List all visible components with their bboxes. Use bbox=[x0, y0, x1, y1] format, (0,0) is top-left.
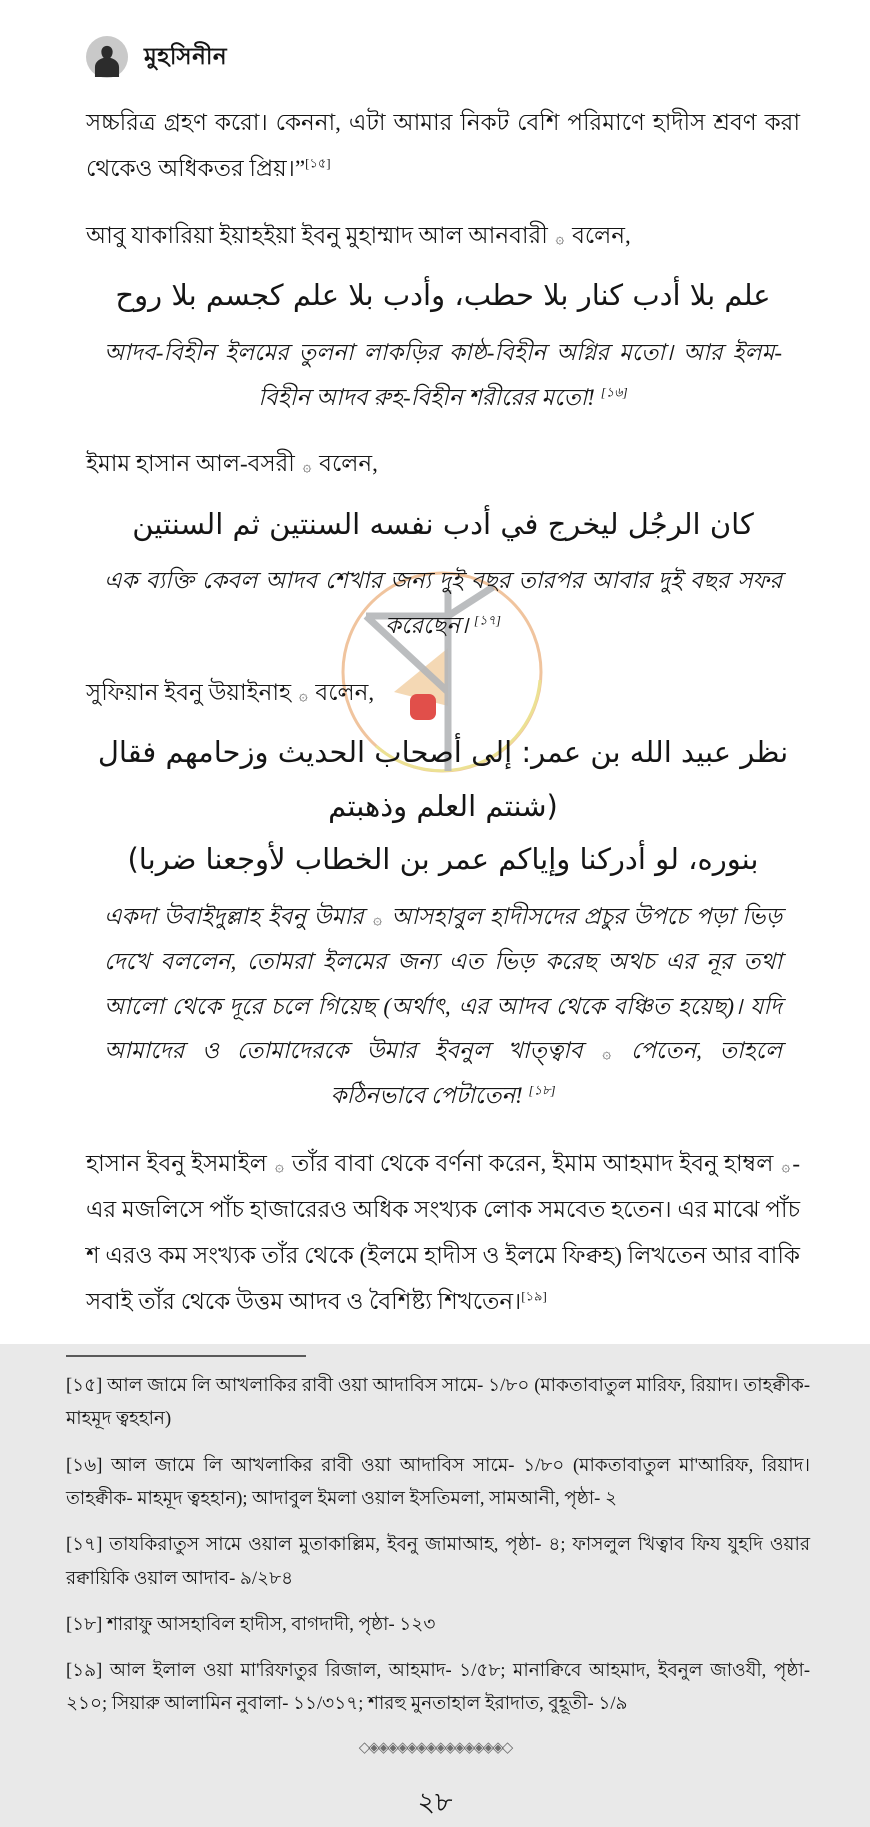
footnote-19: [১৯] আল ইলাল ওয়া মা'রিফাতুর রিজাল, আহমাদ- ১/৫৮; মানাক্বিবে আহমাদ, ইবনুল জাওযী, পৃষ্ঠা- ২১০; সিয়ারু আলামিন নুবালা- ১১/৩১৭; শারহু মুনতাহাল ইরাদাত, বুহূতী- ১/৯ bbox=[66, 1661, 810, 1715]
footnote-divider bbox=[66, 1355, 306, 1357]
footnote-ref-15: [১৫] bbox=[305, 155, 331, 171]
translation-text: আসহাবুল হাদীসদের প্রচুর উপচে পড়া ভিড় দেখে বললেন, তোমরা ইলমের জন্য এত ভিড় করেছ অথচ এর নূর তথা আলো থেকে দূরে চলে গিয়েছ (অর্থাৎ, এর আদব থেকে বঞ্চিত হয়েছ)। যদি আমাদের ও তোমাদেরকে উমার ইবনুল খাত্ত্বাব bbox=[104, 903, 783, 1064]
paragraph-ahmad-majlis bbox=[86, 1141, 800, 1325]
translation-quote-2 bbox=[104, 559, 782, 649]
radiallahu-anhu-icon: ۞ bbox=[373, 909, 382, 928]
paragraph-text: হাসান ইবনু ইসমাইল bbox=[86, 1151, 267, 1177]
page-number: ২৮ bbox=[417, 1786, 453, 1817]
radiallahu-anhu-icon: ۞ bbox=[602, 1044, 612, 1063]
app-header bbox=[0, 0, 870, 78]
person-icon bbox=[90, 43, 124, 77]
attribution-text: বলেন, bbox=[319, 451, 378, 477]
arabic-line: بنوره، لو أدركنا وإياكم عمر بن الخطاب لأوجعنا ضربا) bbox=[127, 842, 759, 877]
page-title: মুহসিনীন bbox=[144, 43, 228, 69]
attribution-anbari bbox=[86, 216, 800, 255]
footnote-ref-16: [১৬] bbox=[600, 383, 628, 399]
footnote-15: [১৫] আল জামে লি আখলাকির রাবী ওয়া আদাবিস সামে- ১/৮০ (মাকতাবাতুল মারিফ, রিয়াদ। তাহক্বীক- মাহমূদ ত্বহহান) bbox=[66, 1376, 810, 1430]
translation-text: পেতেন, তাহলে কঠিনভাবে পেটাতেন! bbox=[330, 1038, 783, 1109]
attribution-uyaynah bbox=[86, 673, 800, 712]
attribution-basri bbox=[86, 444, 800, 483]
translation-text: আদব-বিহীন ইলমের তুলনা লাকড়ির কাষ্ঠ-বিহীন অগ্নির মতো। আর ইলম-বিহীন আদব রুহ-বিহীন শরীরের মতো! bbox=[104, 339, 782, 410]
footnotes-section bbox=[0, 1370, 870, 1722]
paragraph-text: তাঁর বাবা থেকে বর্ণনা করেন, ইমাম আহমাদ ইবনু হাম্বল bbox=[291, 1151, 774, 1177]
attribution-text: ইমাম হাসান আল-বসরী bbox=[86, 451, 295, 477]
diamond-chain-ornament: ◇◈◈◈◈◈◈◈◈◈◈◈◈◈◈◇ bbox=[358, 1737, 512, 1756]
rahimahullah-icon: ۞ bbox=[275, 1157, 284, 1176]
footnote-18: [১৮] শারাফু আসহাবিল হাদীস, বাগদাদী, পৃষ্ঠা- ১২৩ bbox=[66, 1614, 436, 1635]
paragraph-text: -এর মজলিসে পাঁচ হাজারেরও অধিক সংখ্যক লোক সমবেত হতেন। এর মাঝে পাঁচ শ এরও কম সংখ্যক তাঁর থেকে (ইলমে হাদীস ও ইলমে ফিক্বহ) লিখতেন আর বাকি সবাই তাঁর থেকে উত্তম আদব ও বৈশিষ্ট্য শিখতেন। bbox=[86, 1151, 800, 1315]
arabic-quote-1: علم بلا أدب كنار بلا حطب، وأدب بلا علم كجسم بلا روح bbox=[115, 278, 771, 313]
rahimahullah-icon: ۞ bbox=[555, 229, 565, 247]
main-content bbox=[0, 100, 870, 1325]
translation-quote-1 bbox=[104, 331, 782, 421]
attribution-text: আবু যাকারিয়া ইয়াহইয়া ইবনু মুহাম্মাদ আল আনবারী bbox=[86, 223, 548, 248]
attribution-text: বলেন, bbox=[572, 223, 631, 248]
paragraph-hadith-intro bbox=[86, 100, 800, 192]
translation-quote-3 bbox=[104, 895, 782, 1119]
attribution-text: বলেন, bbox=[315, 679, 375, 705]
paragraph-text: সচ্চরিত্র গ্রহণ করো। কেননা, এটা আমার নিকট বেশি পরিমাণে হাদীস শ্রবণ করা থেকেও অধিকতর প্রিয়।” bbox=[86, 110, 800, 181]
rahimahullah-icon: ۞ bbox=[298, 685, 308, 704]
footnote-ref-18: [১৮] bbox=[528, 1082, 556, 1098]
footnote-17: [১৭] তাযকিরাতুস সামে ওয়াল মুতাকাল্লিম, ইবনু জামাআহ, পৃষ্ঠা- ৪; ফাসলুল খিত্বাব ফিয যুহদি ওয়ার রক্বায়িকি ওয়াল আদাব- ৯/২৮৪ bbox=[66, 1535, 810, 1589]
arabic-line: نظر عبيد الله بن عمر: إلى أصحاب الحديث وزحامهم فقال (شنتم العلم وذهبتم bbox=[97, 734, 789, 823]
translation-text: এক ব্যক্তি কেবল আদব শেখার জন্য দুই বছর তারপর আবার দুই বছর সফর করেছেন। bbox=[104, 568, 782, 638]
footnote-ref-19: [১৯] bbox=[521, 1288, 547, 1304]
avatar[interactable] bbox=[86, 36, 128, 78]
arabic-quote-2: كان الرجُل ليخرج في أدب نفسه السنتين ثم السنتين bbox=[132, 506, 754, 541]
rahimahullah-icon: ۞ bbox=[302, 457, 312, 476]
translation-text: একদা উবাইদুল্লাহ ইবনু উমার bbox=[104, 903, 364, 929]
attribution-text: সুফিয়ান ইবনু উয়াইনাহ bbox=[86, 679, 292, 705]
footnote-16: [১৬] আল জামে লি আখলাকির রাবী ওয়া আদাবিস সামে- ১/৮০ (মাকতাবাতুল মা'আরিফ, রিয়াদ। তাহক্বীক- মাহমূদ ত্বহহান); আদাবুল ইমলা ওয়াল ইসতিমলা, সামআনী, পৃষ্ঠা- ২ bbox=[66, 1455, 810, 1509]
arabic-quote-3 bbox=[92, 726, 794, 887]
rahimahullah-icon: ۞ bbox=[781, 1157, 791, 1176]
footnote-ref-17: [১৭] bbox=[473, 612, 501, 628]
